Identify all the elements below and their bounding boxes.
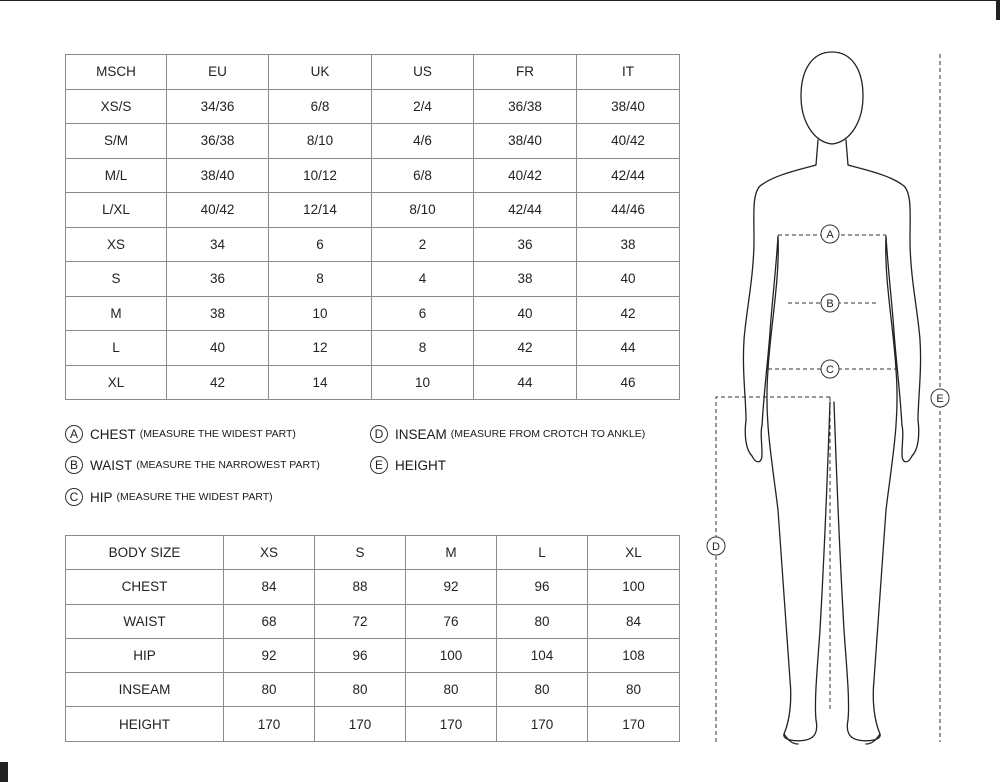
row-label: HEIGHT — [66, 707, 224, 741]
table-cell: 6 — [269, 227, 372, 262]
column-header: M — [406, 536, 497, 570]
row-label: L/XL — [66, 193, 167, 228]
marker-b-letter: B — [826, 298, 834, 310]
body-measurements-body — [66, 536, 680, 742]
table-cell: 80 — [497, 604, 588, 638]
size-row — [66, 158, 680, 193]
legend-item-hip — [65, 488, 273, 506]
legend-key-circle: A — [65, 425, 83, 443]
table-cell: 42 — [577, 296, 680, 331]
table-cell: 44/46 — [577, 193, 680, 228]
table-cell: 84 — [588, 604, 680, 638]
column-header: XS — [224, 536, 315, 570]
table-cell: 96 — [497, 570, 588, 604]
row-label: XS/S — [66, 89, 167, 124]
legend-item-inseam — [370, 425, 645, 443]
table-cell: 96 — [315, 638, 406, 672]
table-cell: 36 — [474, 227, 577, 262]
legend-name: INSEAM — [395, 426, 447, 442]
legend-note: (MEASURE THE WIDEST PART) — [139, 428, 296, 440]
table-cell: 6/8 — [269, 89, 372, 124]
legend-item-height — [370, 456, 446, 474]
table-cell: 76 — [406, 604, 497, 638]
row-label: CHEST — [66, 570, 224, 604]
table-cell: 4/6 — [372, 124, 474, 159]
size-row — [66, 296, 680, 331]
legend-name: HEIGHT — [395, 457, 447, 473]
measurement-row — [66, 604, 680, 638]
legend-name: WAIST — [90, 457, 133, 473]
size-row — [66, 227, 680, 262]
table-cell: 40 — [577, 262, 680, 297]
table-cell: 42/44 — [577, 158, 680, 193]
marker-a — [821, 225, 839, 243]
table-cell: 42 — [167, 365, 269, 400]
legend-key-circle: C — [65, 488, 83, 506]
size-conversion-body — [66, 55, 680, 400]
row-label: S — [66, 262, 167, 297]
table-cell: 12 — [269, 331, 372, 366]
row-label: INSEAM — [66, 673, 224, 707]
table-cell: 40 — [167, 331, 269, 366]
table-cell: 14 — [269, 365, 372, 400]
column-header: BODY SIZE — [66, 536, 224, 570]
table-cell: 34/36 — [167, 89, 269, 124]
table-cell: 8/10 — [372, 193, 474, 228]
table-cell: 40/42 — [577, 124, 680, 159]
marker-d — [707, 537, 725, 555]
table-cell: 92 — [224, 638, 315, 672]
table-cell: 108 — [588, 638, 680, 672]
legend-name: HIP — [90, 489, 113, 505]
table-cell: 40/42 — [167, 193, 269, 228]
table-cell: 170 — [315, 707, 406, 741]
header-row — [66, 55, 680, 90]
corner-mark — [996, 0, 1000, 20]
table-cell: 36/38 — [474, 89, 577, 124]
table-cell: 8/10 — [269, 124, 372, 159]
row-label: M/L — [66, 158, 167, 193]
table-cell: 68 — [224, 604, 315, 638]
table-cell: 44 — [474, 365, 577, 400]
table-cell: 170 — [406, 707, 497, 741]
table-cell: 42/44 — [474, 193, 577, 228]
table-cell: 84 — [224, 570, 315, 604]
table-cell: 12/14 — [269, 193, 372, 228]
table-cell: 80 — [224, 673, 315, 707]
body-outline — [743, 52, 920, 744]
table-cell: 170 — [588, 707, 680, 741]
table-cell: 80 — [497, 673, 588, 707]
column-header: L — [497, 536, 588, 570]
measurement-row — [66, 570, 680, 604]
table-cell: 38/40 — [577, 89, 680, 124]
marker-e-letter: E — [936, 393, 944, 405]
table-cell: 170 — [497, 707, 588, 741]
marker-c — [821, 360, 839, 378]
row-label: WAIST — [66, 604, 224, 638]
top-rule — [0, 0, 1000, 1]
size-conversion-table — [65, 54, 680, 400]
table-cell: 80 — [588, 673, 680, 707]
table-cell: 6/8 — [372, 158, 474, 193]
marker-a-letter: A — [826, 229, 834, 241]
table-cell: 38 — [577, 227, 680, 262]
row-label: XS — [66, 227, 167, 262]
row-label: L — [66, 331, 167, 366]
table-cell: 36 — [167, 262, 269, 297]
table-cell: 34 — [167, 227, 269, 262]
size-row — [66, 331, 680, 366]
table-cell: 38/40 — [167, 158, 269, 193]
legend-item-waist — [65, 456, 320, 474]
size-row — [66, 262, 680, 297]
table-cell: 72 — [315, 604, 406, 638]
table-cell: 36/38 — [167, 124, 269, 159]
legend-name: CHEST — [90, 426, 136, 442]
column-header: S — [315, 536, 406, 570]
row-label: HIP — [66, 638, 224, 672]
marker-c-letter: C — [826, 364, 834, 376]
legend-note: (MEASURE THE NARROWEST PART) — [136, 459, 320, 471]
table-cell: 100 — [588, 570, 680, 604]
inseam-guide-line — [716, 397, 830, 742]
column-header: IT — [577, 55, 680, 90]
row-label: M — [66, 296, 167, 331]
legend-note: (MEASURE THE WIDEST PART) — [116, 491, 273, 503]
table-cell: 4 — [372, 262, 474, 297]
legend-key-circle: B — [65, 456, 83, 474]
legend-key-circle: D — [370, 425, 388, 443]
marker-e — [931, 389, 949, 407]
corner-mark — [0, 762, 8, 782]
column-header: XL — [588, 536, 680, 570]
table-cell: 42 — [474, 331, 577, 366]
measurement-row — [66, 673, 680, 707]
marker-b — [821, 294, 839, 312]
table-cell: 80 — [315, 673, 406, 707]
column-header: US — [372, 55, 474, 90]
table-cell: 2/4 — [372, 89, 474, 124]
measurement-legend — [65, 425, 685, 521]
size-row — [66, 124, 680, 159]
table-cell: 2 — [372, 227, 474, 262]
legend-key-circle: E — [370, 456, 388, 474]
table-cell: 46 — [577, 365, 680, 400]
table-cell: 40/42 — [474, 158, 577, 193]
table-cell: 92 — [406, 570, 497, 604]
table-cell: 44 — [577, 331, 680, 366]
marker-d-letter: D — [712, 541, 720, 553]
size-row — [66, 365, 680, 400]
table-cell: 80 — [406, 673, 497, 707]
measurement-row — [66, 707, 680, 741]
table-cell: 170 — [224, 707, 315, 741]
size-row — [66, 89, 680, 124]
body-figure — [700, 40, 960, 748]
row-label: S/M — [66, 124, 167, 159]
table-cell: 88 — [315, 570, 406, 604]
measurement-row — [66, 638, 680, 672]
legend-note: (MEASURE FROM CROTCH TO ANKLE) — [450, 428, 646, 440]
table-cell: 38 — [474, 262, 577, 297]
table-cell: 10 — [372, 365, 474, 400]
size-row — [66, 193, 680, 228]
header-row — [66, 536, 680, 570]
table-cell: 8 — [372, 331, 474, 366]
table-cell: 40 — [474, 296, 577, 331]
table-cell: 38 — [167, 296, 269, 331]
row-label: XL — [66, 365, 167, 400]
table-cell: 104 — [497, 638, 588, 672]
table-cell: 100 — [406, 638, 497, 672]
column-header: MSCH — [66, 55, 167, 90]
legend-item-chest — [65, 425, 296, 443]
body-measurements-table — [65, 535, 680, 742]
column-header: UK — [269, 55, 372, 90]
column-header: FR — [474, 55, 577, 90]
table-cell: 10/12 — [269, 158, 372, 193]
table-cell: 8 — [269, 262, 372, 297]
table-cell: 10 — [269, 296, 372, 331]
table-cell: 38/40 — [474, 124, 577, 159]
column-header: EU — [167, 55, 269, 90]
table-cell: 6 — [372, 296, 474, 331]
